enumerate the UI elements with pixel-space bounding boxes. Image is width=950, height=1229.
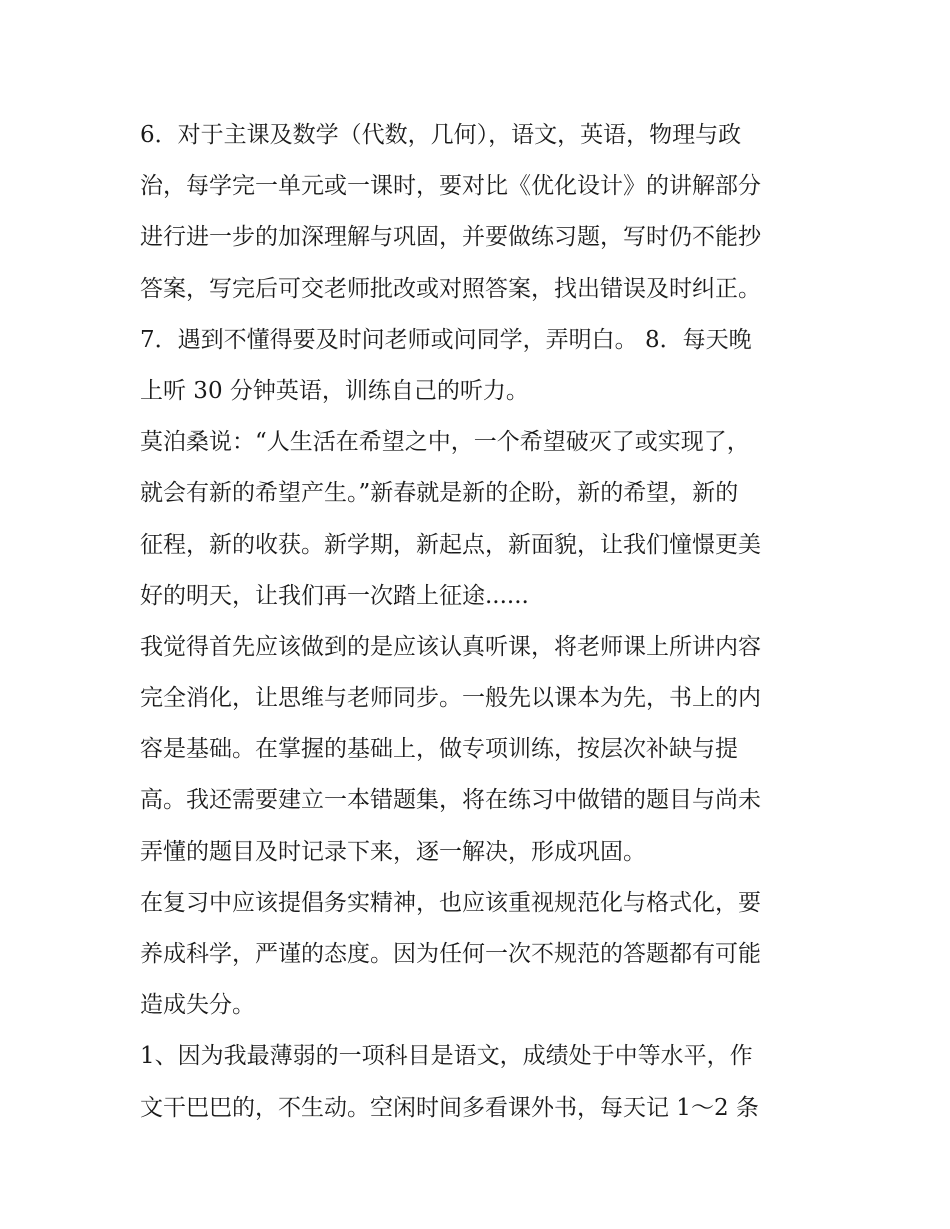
text-line: 莫泊桑说：“人生活在希望之中，一个希望破灭了或实现了， — [140, 429, 750, 456]
text-line: 答案，写完后可交老师批改或对照答案，找出错误及时纠正。 — [140, 275, 761, 302]
text-line: 养成科学，严谨的态度。因为任何一次不规范的答题都有可能 — [140, 941, 761, 967]
text-line: 征程，新的收获。新学期，新起点，新面貌，让我们憧憬更美 — [140, 531, 761, 558]
text-line: 我觉得首先应该做到的是应该认真听课，将老师课上所讲内容 — [140, 633, 761, 660]
text-line: 文干巴巴的，不生动。空闲时间多看课外书，每天记 1～2 条 — [140, 1094, 759, 1121]
text-line: 造成失分。 — [140, 992, 255, 1019]
text-line: 容是基础。在掌握的基础上，做专项训练，按层次补缺与提 — [140, 736, 738, 763]
text-line: 1、因为我最薄弱的一项科目是语文，成绩处于中等水平，作 — [140, 1043, 753, 1070]
text-line: 好的明天，让我们再一次踏上征途...... — [140, 582, 529, 609]
text-line: 就会有新的希望产生。”新春就是新的企盼，新的希望，新的 — [140, 480, 739, 507]
text-line: 7．遇到不懂得要及时问老师或问同学，弄明白。 8．每天晚 — [140, 326, 752, 353]
text-line: 高。我还需要建立一本错题集，将在练习中做错的题目与尚未 — [140, 787, 761, 814]
text-line: 弄懂的题目及时记录下来，逐一解决，形成巩固。 — [140, 838, 646, 865]
text-line: 完全消化，让思维与老师同步。一般先以课本为先，书上的内 — [140, 685, 761, 712]
text-line: 在复习中应该提倡务实精神，也应该重视规范化与格式化，要 — [140, 889, 761, 916]
text-line: 6．对于主课及数学（代数，几何），语文，英语，物理与政 — [140, 122, 742, 148]
text-line: 进行进一步的加深理解与巩固，并要做练习题，写时仍不能抄 — [140, 224, 761, 251]
text-line: 治，每学完一单元或一课时，要对比《优化设计》的讲解部分 — [140, 173, 761, 200]
document-body — [140, 110, 830, 1134]
text-line: 上听 30 分钟英语，训练自己的听力。 — [140, 377, 529, 404]
